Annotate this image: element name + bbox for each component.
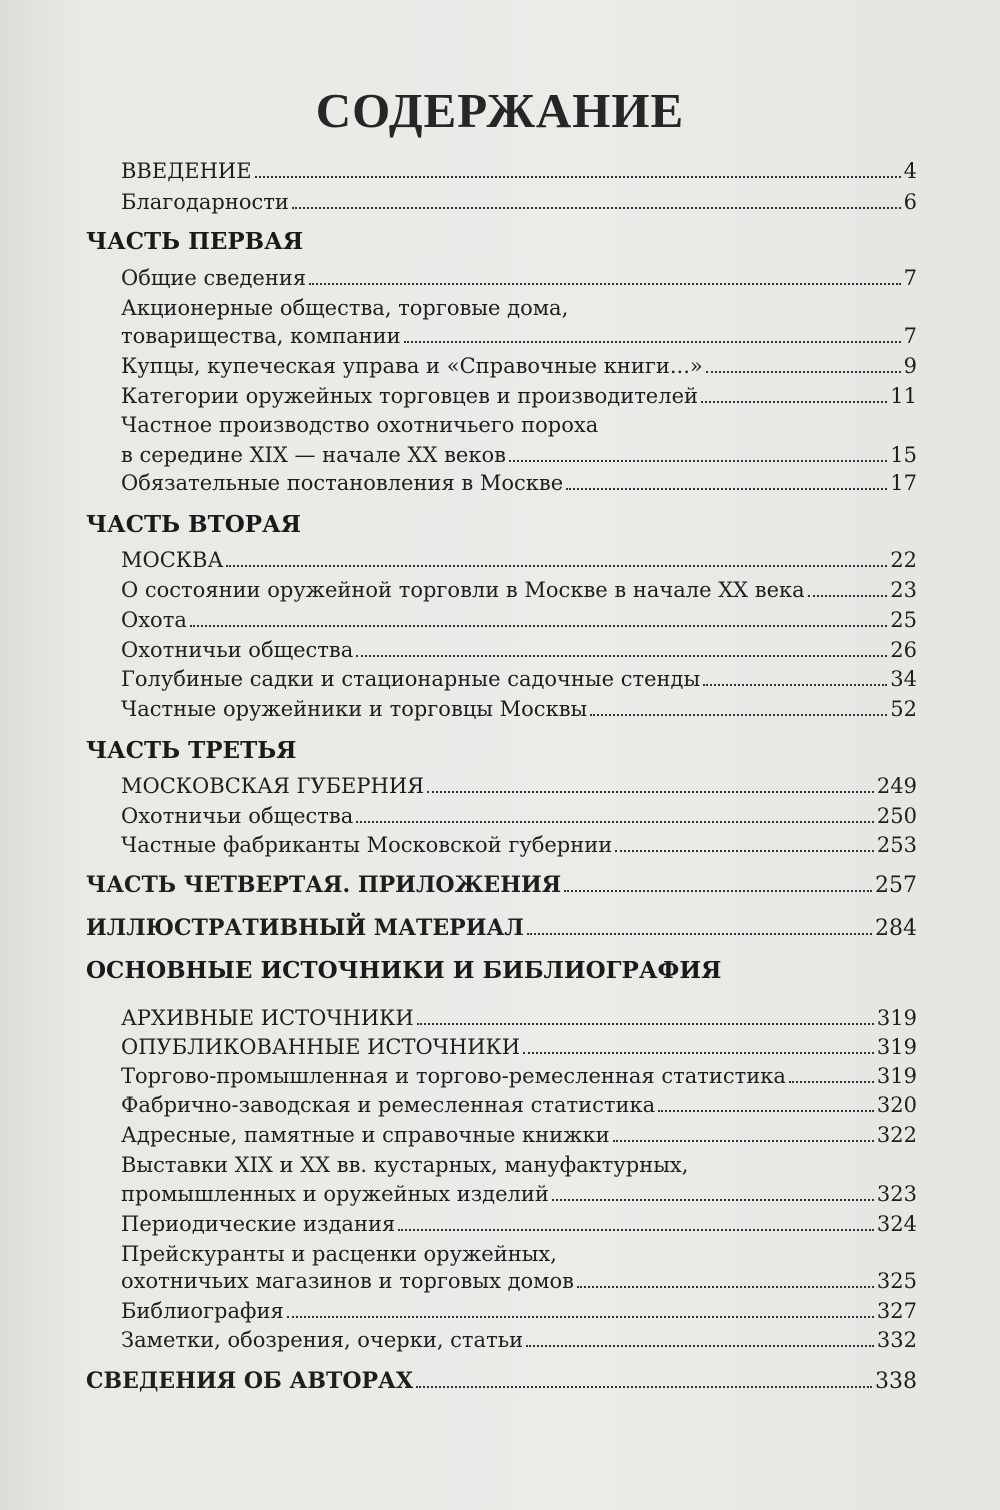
toc-entry-page: 7 — [903, 324, 917, 348]
dot-leader — [808, 577, 888, 597]
dot-leader — [564, 872, 872, 892]
toc-entry-page: 9 — [903, 354, 917, 378]
dot-leader — [706, 353, 901, 373]
toc-entry-first-line: Частное производство охотничьего пороха — [121, 413, 599, 437]
toc-entry-title: охотничьих магазинов и торговых домов — [121, 1269, 574, 1293]
dot-leader — [523, 1034, 874, 1054]
toc-entry-title: СВЕДЕНИЯ ОБ АВТОРАХ — [86, 1368, 414, 1394]
toc-entry[interactable] — [121, 1034, 917, 1060]
toc-entry-title: Частные оружейники и торговцы Москвы — [121, 697, 588, 721]
toc-entry-title: Фабрично-заводская и ремесленная статистика — [121, 1093, 656, 1117]
toc-entry-title: Периодические издания — [121, 1212, 396, 1236]
toc-entry[interactable] — [121, 696, 917, 722]
toc-entry[interactable] — [121, 1005, 917, 1031]
toc-entry-title: промышленных и оружейных изделий — [121, 1182, 549, 1206]
toc-entry-title: Торгово-промышленная и торгово-ремесленная статистика — [121, 1064, 786, 1088]
toc-entry-illustrations[interactable] — [86, 915, 917, 942]
dot-leader — [309, 265, 901, 285]
toc-entry-page: 250 — [876, 804, 917, 828]
toc-entry-title: Заметки, обозрения, очерки, статьи — [121, 1328, 524, 1352]
dot-leader — [613, 1122, 874, 1142]
toc-entry-first-line: Акционерные общества, торговые дома, — [121, 296, 569, 320]
toc-entry-title: товарищества, компании — [121, 324, 401, 348]
toc-entry[interactable] — [121, 265, 917, 291]
toc-entry-title: Общие сведения — [121, 266, 307, 290]
toc-entry-page: 253 — [876, 833, 917, 857]
toc-entry-title: Частные фабриканты Московской губернии — [121, 833, 613, 857]
toc-entry-introduction[interactable] — [121, 158, 917, 184]
page-title: СОДЕРЖАНИЕ — [315, 83, 685, 138]
toc-entry-title: Купцы, купеческая управа и «Справочные книги...» — [121, 354, 703, 378]
toc-entry[interactable] — [121, 547, 917, 573]
toc-entry-page: 11 — [890, 384, 917, 408]
dot-leader — [703, 666, 887, 686]
toc-entry-title: МОСКОВСКАЯ ГУБЕРНИЯ — [121, 774, 425, 798]
toc-entry-page: 332 — [876, 1328, 917, 1352]
dot-leader — [427, 773, 874, 793]
toc-entry[interactable] — [121, 383, 917, 409]
part-heading-3: ЧАСТЬ ТРЕТЬЯ — [86, 737, 297, 764]
toc-entry-page: 4 — [903, 159, 917, 183]
dot-leader — [658, 1092, 874, 1112]
toc-entry-title: АРХИВНЫЕ ИСТОЧНИКИ — [121, 1006, 414, 1030]
toc-entry-title: ИЛЛЮСТРАТИВНЫЙ МАТЕРИАЛ — [86, 915, 524, 941]
toc-entry[interactable] — [121, 442, 917, 468]
toc-entry[interactable] — [121, 666, 917, 692]
toc-entry-title: Охота — [121, 608, 187, 632]
toc-entry-page: 17 — [890, 471, 917, 495]
toc-entry[interactable] — [121, 323, 917, 349]
dot-leader — [526, 1327, 874, 1347]
dot-leader — [356, 637, 887, 657]
toc-entry-title: О состоянии оружейной торговли в Москве в начале XX века — [121, 578, 805, 602]
toc-entry-page: 7 — [903, 266, 917, 290]
toc-entry-page: 323 — [876, 1182, 917, 1206]
toc-entry[interactable] — [121, 607, 917, 633]
toc-entry-page: 23 — [890, 578, 917, 602]
dot-leader — [789, 1063, 874, 1083]
toc-entry-title: Библиография — [121, 1299, 284, 1323]
toc-entry-page: 284 — [875, 916, 917, 941]
toc-entry-page: 25 — [890, 608, 917, 632]
toc-entry-page: 319 — [876, 1035, 917, 1059]
toc-entry[interactable] — [121, 1327, 917, 1353]
toc-entry[interactable] — [121, 1063, 917, 1089]
toc-entry[interactable] — [121, 803, 917, 829]
dot-leader — [416, 1368, 872, 1388]
toc-entry-page: 324 — [876, 1212, 917, 1236]
toc-entry-page: 338 — [875, 1369, 917, 1394]
toc-entry[interactable] — [121, 832, 917, 858]
toc-entry-page: 319 — [876, 1064, 917, 1088]
dot-leader — [292, 189, 901, 209]
toc-entry-page: 322 — [876, 1123, 917, 1147]
toc-entry-page: 327 — [876, 1299, 917, 1323]
toc-entry-page: 22 — [890, 548, 917, 572]
dot-leader — [356, 803, 874, 823]
dot-leader — [509, 442, 887, 462]
toc-entry-title: Обязательные постановления в Москве — [121, 471, 564, 495]
toc-entry-page: 320 — [876, 1093, 917, 1117]
toc-entry-part-4[interactable] — [86, 872, 917, 899]
dot-leader — [566, 470, 887, 490]
toc-entry[interactable] — [121, 1298, 917, 1324]
dot-leader — [398, 1211, 874, 1231]
toc-entry-page: 319 — [876, 1006, 917, 1030]
toc-entry-page: 257 — [875, 873, 917, 898]
toc-entry[interactable] — [121, 1268, 917, 1294]
toc-entry-first-line: Прейскуранты и расценки оружейных, — [121, 1242, 557, 1266]
toc-entry-page: 6 — [903, 190, 917, 214]
toc-entry-title: Голубиные садки и стационарные садочные стенды — [121, 667, 701, 691]
toc-entry-title: ВВЕДЕНИЕ — [121, 159, 252, 183]
toc-entry-title: ОПУБЛИКОВАННЫЕ ИСТОЧНИКИ — [121, 1035, 521, 1059]
toc-entry-title: ЧАСТЬ ЧЕТВЕРТАЯ. ПРИЛОЖЕНИЯ — [86, 872, 562, 898]
dot-leader — [226, 547, 887, 567]
toc-entry[interactable] — [121, 1092, 917, 1118]
dot-leader — [417, 1005, 874, 1025]
toc-entry-title: Адресные, памятные и справочные книжки — [121, 1123, 610, 1147]
toc-entry-page: 26 — [890, 638, 917, 662]
toc-entry[interactable] — [121, 773, 917, 799]
dot-leader — [255, 158, 901, 178]
toc-entry-page: 15 — [890, 443, 917, 467]
dot-leader — [404, 323, 901, 343]
part-heading-2: ЧАСТЬ ВТОРАЯ — [86, 511, 302, 538]
toc-entry-acknowledgements[interactable] — [121, 189, 917, 215]
dot-leader — [527, 915, 872, 935]
dot-leader — [552, 1181, 874, 1201]
dot-leader — [577, 1268, 874, 1288]
dot-leader — [701, 383, 887, 403]
toc-entry[interactable] — [121, 1122, 917, 1148]
toc-entry-title: Благодарности — [121, 190, 289, 214]
toc-entry-title: МОСКВА — [121, 548, 224, 572]
toc-entry-title: Охотничьи общества — [121, 638, 354, 662]
toc-entry[interactable] — [121, 577, 917, 603]
toc-entry-page: 325 — [876, 1269, 917, 1293]
toc-entry[interactable] — [121, 470, 917, 496]
toc-entry-title: Категории оружейных торговцев и производителей — [121, 384, 698, 408]
toc-entry[interactable] — [121, 1211, 917, 1237]
dot-leader — [590, 696, 887, 716]
toc-entry-page: 52 — [890, 697, 917, 721]
toc-entry[interactable] — [121, 1181, 917, 1207]
toc-entry-authors[interactable] — [86, 1368, 917, 1395]
toc-entry[interactable] — [121, 637, 917, 663]
toc-entry-page: 249 — [876, 774, 917, 798]
toc-entry-first-line: Выставки XIX и XX вв. кустарных, мануфактурных, — [121, 1153, 689, 1177]
part-heading-sources: ОСНОВНЫЕ ИСТОЧНИКИ И БИБЛИОГРАФИЯ — [86, 957, 722, 984]
toc-entry-page: 34 — [890, 667, 917, 691]
toc-entry-title: Охотничьи общества — [121, 804, 354, 828]
dot-leader — [190, 607, 887, 627]
toc-entry[interactable] — [121, 353, 917, 379]
dot-leader — [615, 832, 874, 852]
toc-entry-title: в середине XIX — начале XX веков — [121, 443, 506, 467]
dot-leader — [287, 1298, 874, 1318]
part-heading-1: ЧАСТЬ ПЕРВАЯ — [86, 228, 304, 255]
